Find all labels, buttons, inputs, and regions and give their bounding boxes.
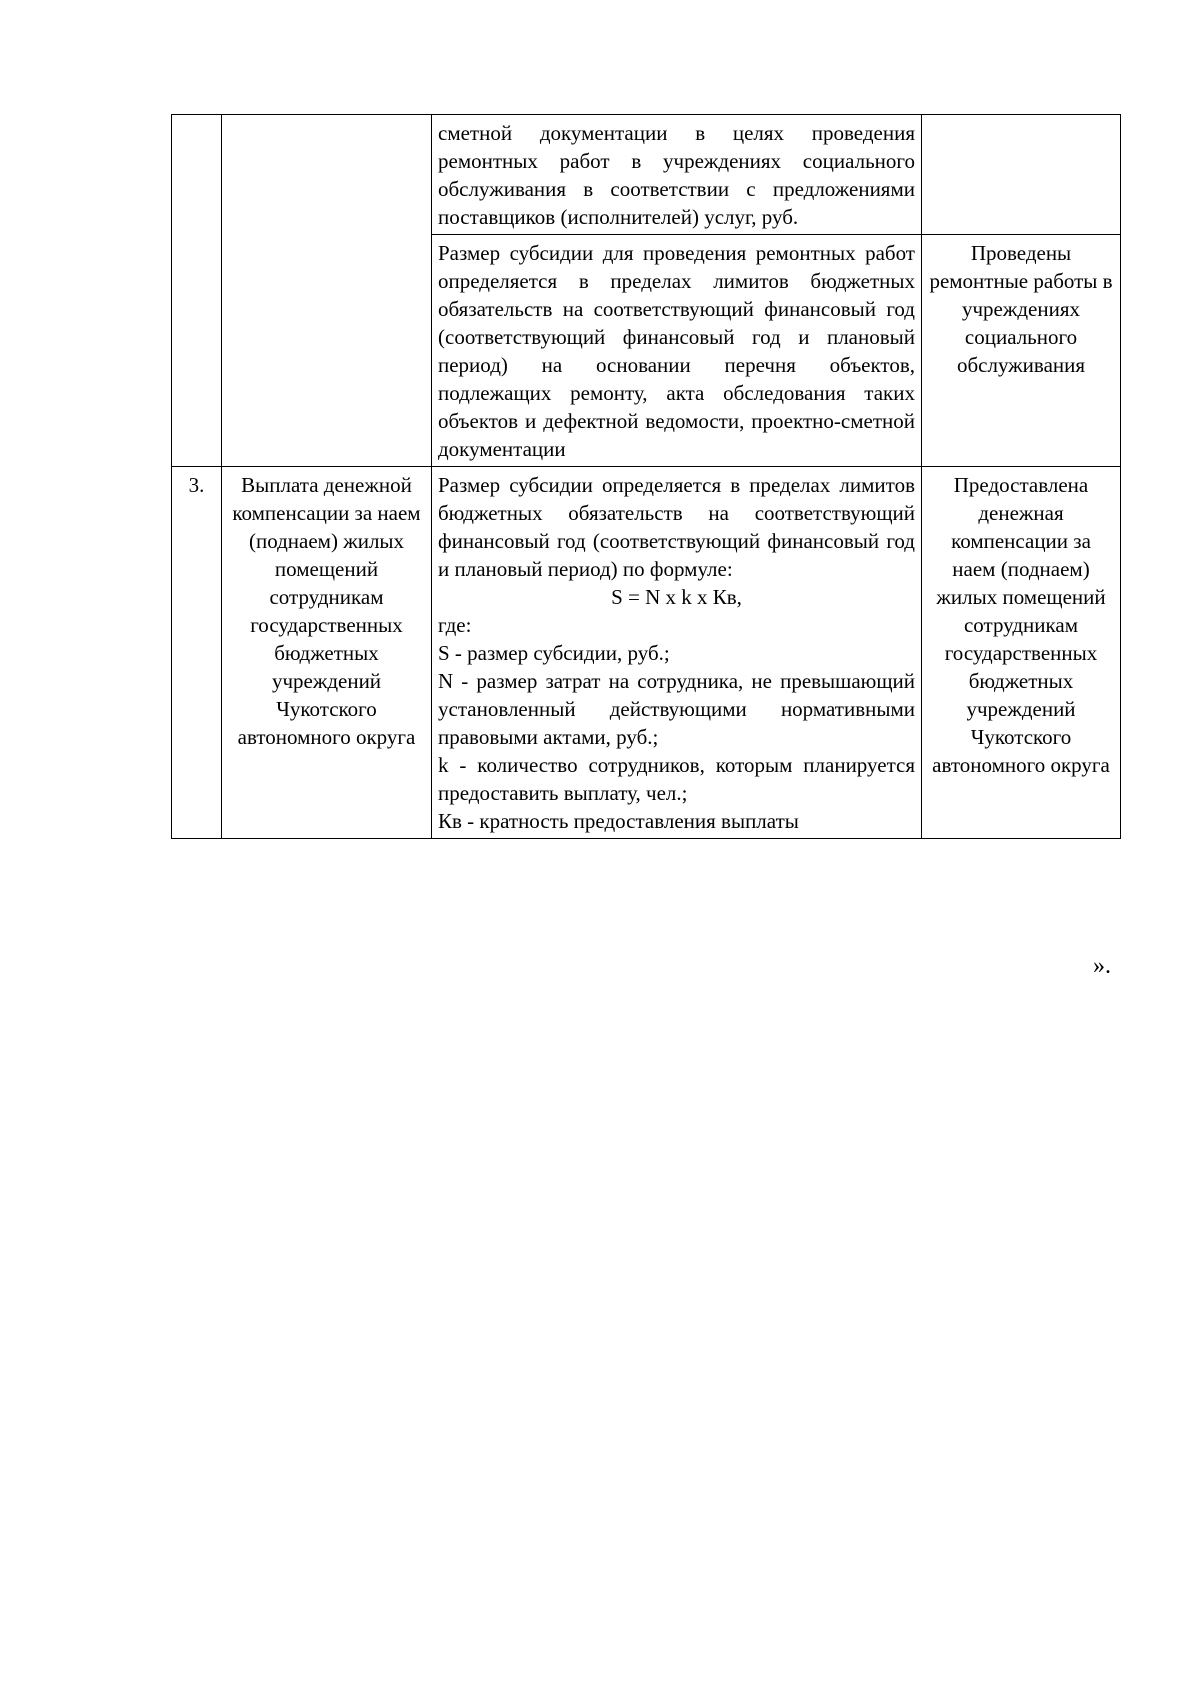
- formula-definition-n: N - размер затрат на сотрудника, не превышающий установленный действующими нормативными правовыми актами, руб.;: [438, 669, 915, 749]
- table-row-3: [172, 467, 1121, 839]
- table-row-continuation: [172, 115, 1121, 235]
- formula-definition-s: S - размер субсидии, руб.;: [438, 641, 670, 665]
- row-3-name-cell: Выплата денежной компенсации за наем (поднаем) жилых помещений сотрудникам государственных бюджетных учреждений Чукотского автономного округа: [222, 467, 432, 839]
- subsidy-table: [171, 114, 1121, 839]
- closing-quote-mark: ».: [1093, 953, 1111, 979]
- row-3-result-cell: Предоставлена денежная компенсации за наем (поднаем) жилых помещений сотрудникам государственных бюджетных учреждений Чукотского автономного округа: [922, 467, 1121, 839]
- repair-result-cell: Проведены ремонтные работы в учреждениях социального обслуживания: [922, 235, 1121, 467]
- continuation-result-cell: [922, 115, 1121, 235]
- formula-definition-kv: Кв - кратность предоставления выплаты: [438, 809, 799, 833]
- formula-definition-k: k - количество сотрудников, которым планируется предоставить выплату, чел.;: [438, 753, 915, 805]
- row-number-cell: [172, 115, 222, 467]
- row-3-description-cell: [432, 467, 922, 839]
- formula-where-label: где:: [438, 613, 472, 637]
- row-3-number-cell: 3.: [172, 467, 222, 839]
- continuation-description-cell: сметной документации в целях проведения ремонтных работ в учреждениях социального обслуживания в соответствии с предложениями поставщиков (исполнителей) услуг, руб.: [432, 115, 922, 235]
- row-name-cell: [222, 115, 432, 467]
- subsidy-formula: S = N x k x Кв,: [611, 585, 742, 609]
- repair-description-cell: Размер субсидии для проведения ремонтных работ определяется в пределах лимитов бюджетных обязательств на соответствующий финансовый год (соответствующий финансовый год и плановый период) на основании перечня объектов, подлежащих ремонту, акта обследования таких объектов и дефектной ведомости, проектно-сметной документации: [432, 235, 922, 467]
- row-3-description-intro: Размер субсидии определяется в пределах лимитов бюджетных обязательств на соответствующий финансовый год (соответствующий финансовый год и плановый период) по формуле:: [438, 473, 915, 581]
